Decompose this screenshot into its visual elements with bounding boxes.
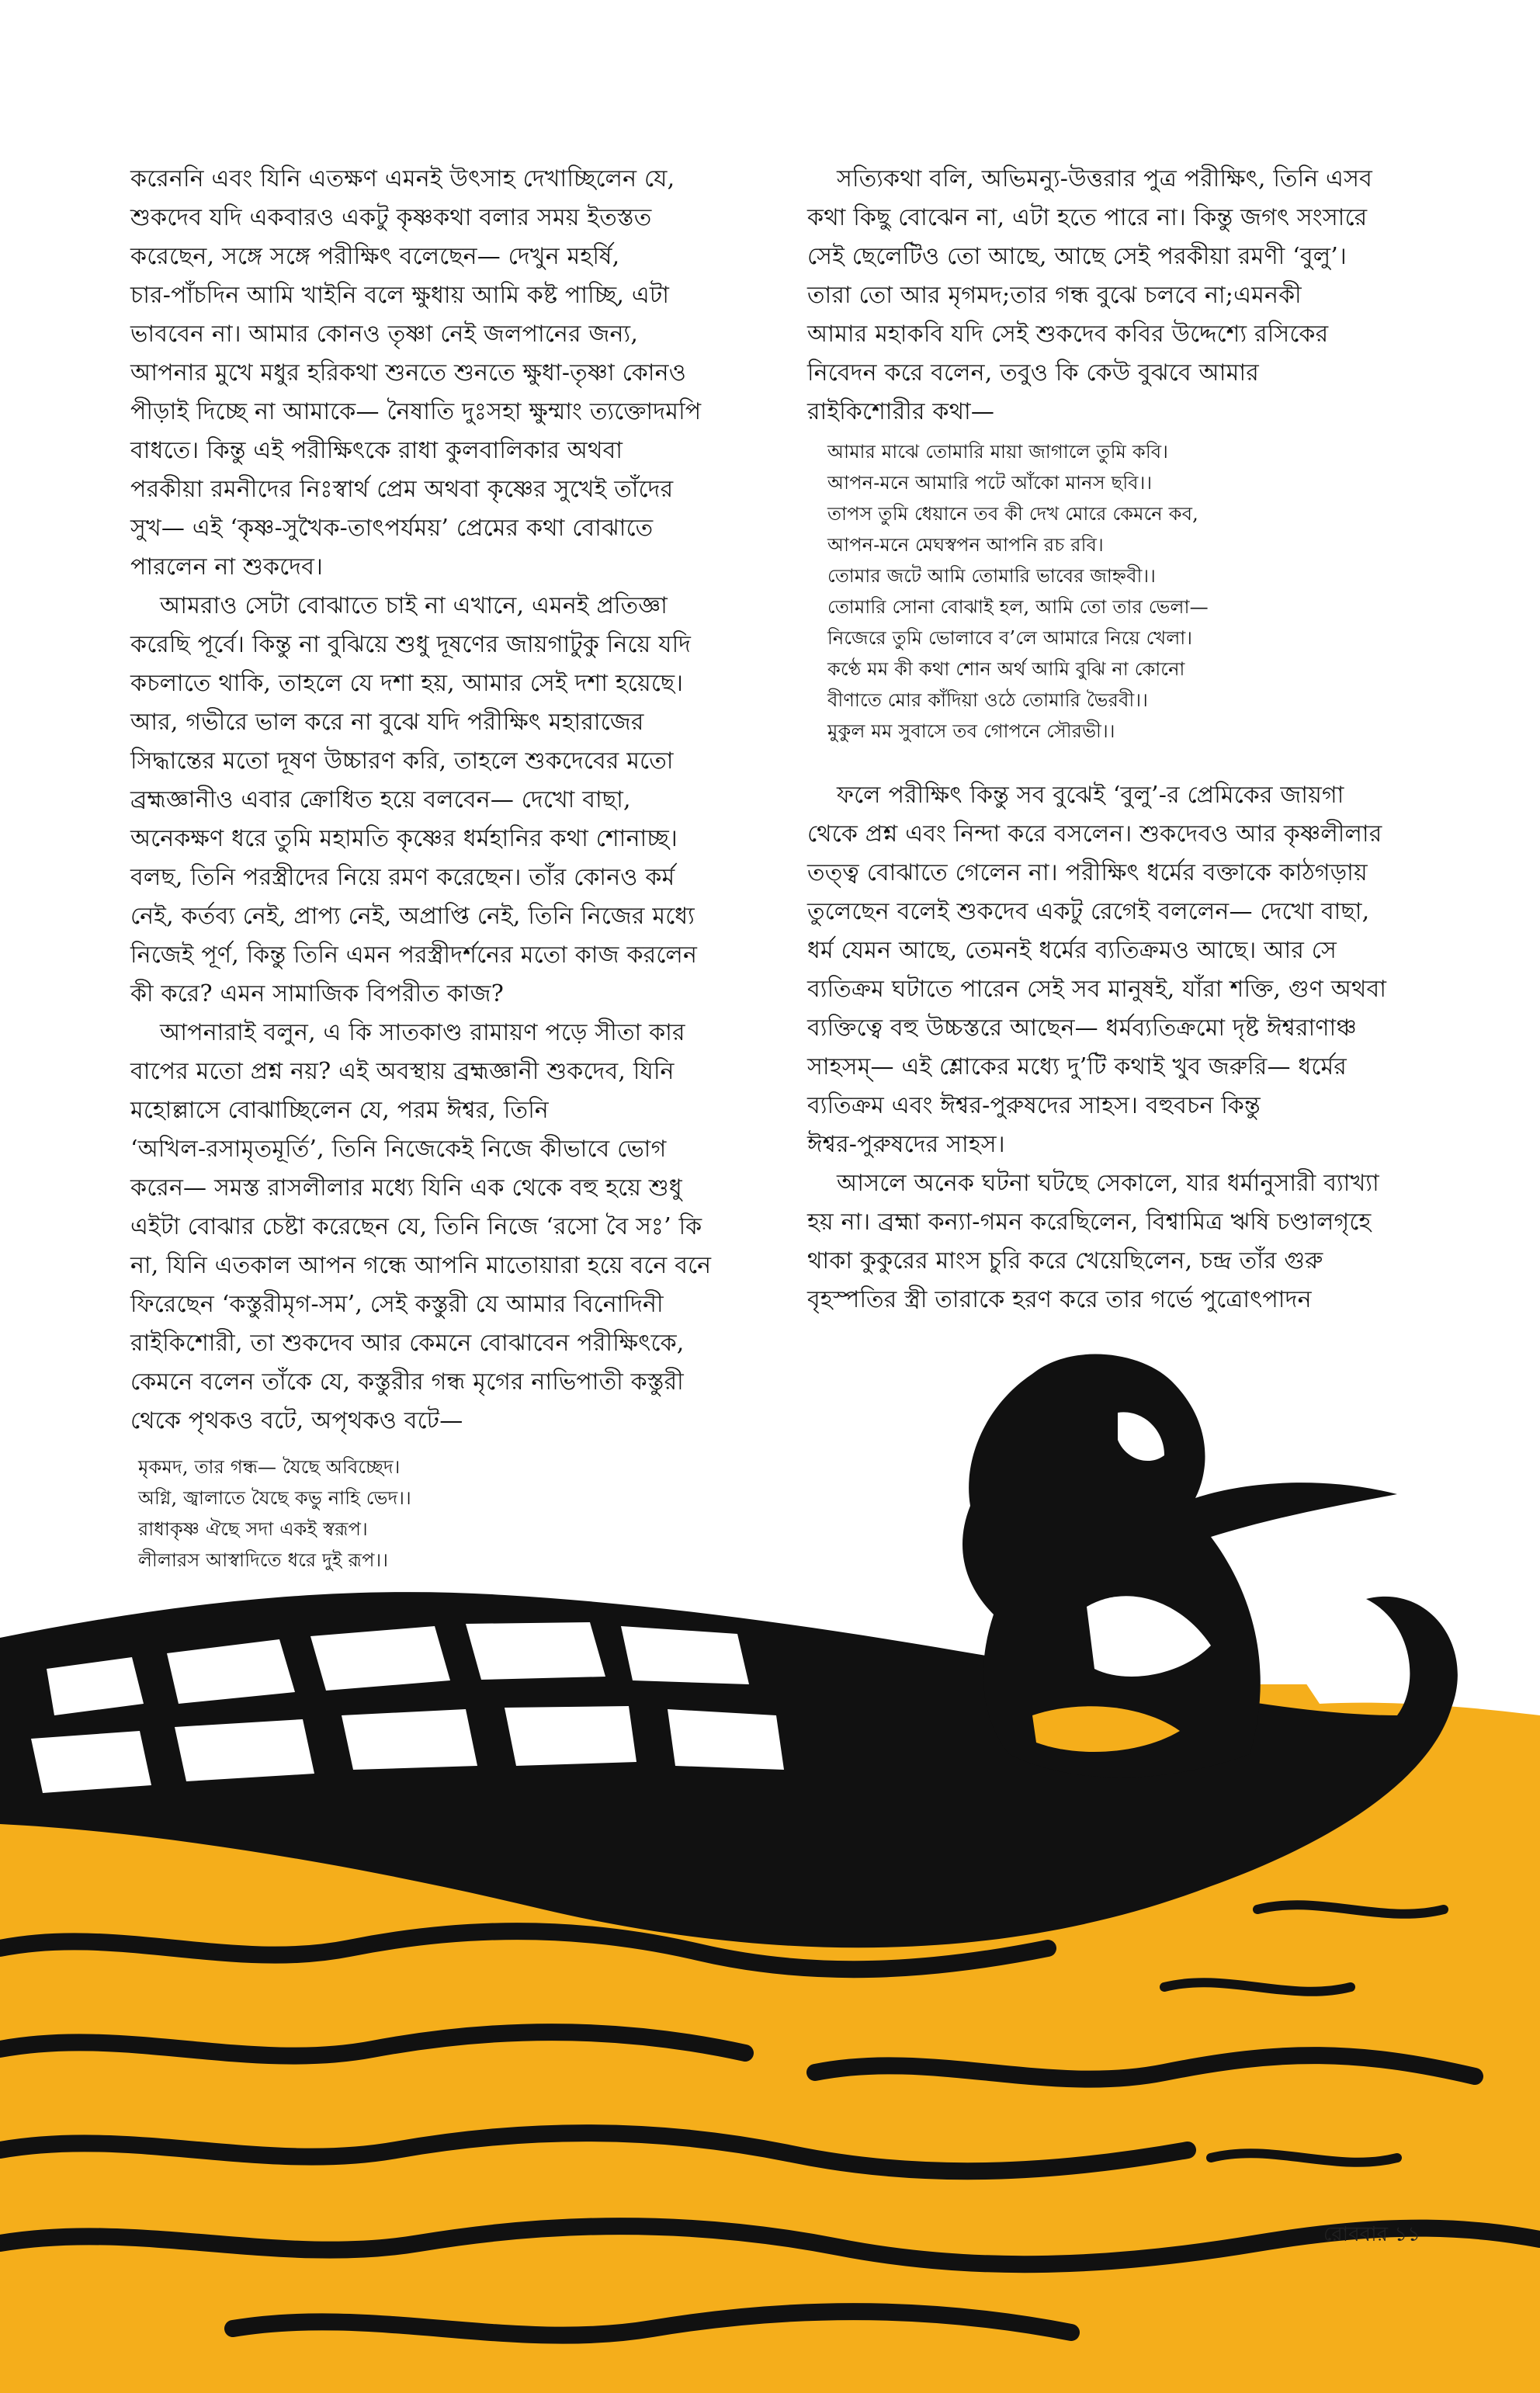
text-line: আর, গভীরে ভাল করে না বুঝে যদি পরীক্ষিৎ মহারাজের	[130, 709, 644, 736]
text-line: না, যিনি এতকাল আপন গন্ধে আপনি মাতোয়ারা হয়ে বনে বনে	[130, 1252, 712, 1279]
text-line: সত্যিকথা বলি, অভিমন্যু-উত্তরার পুত্র পরীক্ষিৎ, তিনি এসব	[837, 165, 1372, 192]
text-line: সুখ— এই ‘কৃষ্ণ-সুখৈক-তাৎপর্যময়’ প্রেমের কথা বোঝাতে	[130, 515, 654, 542]
sage-in-boat-illustration	[0, 1351, 1540, 2393]
poem-line: তাপস তুমি ধেয়ানে তব কী দেখ মোরে কেমনে কব,	[827, 503, 1198, 525]
text-line: ‘অখিল-রসামৃতমূর্তি’, তিনি নিজেকেই নিজে কীভাবে ভোগ	[130, 1136, 667, 1163]
text-line: নিজেই পূর্ণ, কিন্তু তিনি এমন পরস্ত্রীদর্শনের মতো কাজ করলেন	[130, 942, 698, 969]
poem-line: মুকুল মম সুবাসে তব গোপনে সৌরভী।।	[827, 720, 1115, 742]
poem-line: নিজেরে তুমি ভোলাবে ব’লে আমারে নিয়ে খেলা।	[827, 627, 1193, 649]
poem-line: রাধাকৃষ্ণ ঐছে সদা একই স্বরূপ।	[138, 1518, 368, 1540]
text-line: নিবেদন করে বলেন, তবুও কি কেউ বুঝবে আমার	[807, 359, 1259, 387]
text-line: করেছেন, সঙ্গে সঙ্গে পরীক্ষিৎ বলেছেন— দেখুন মহর্ষি,	[130, 243, 620, 270]
text-line: ব্যক্তিত্বে বহু উচ্চস্তরে আছেন— ধর্মব্যতিক্রমো দৃষ্ট ঈশ্বরাণাঞ্চ	[807, 1014, 1357, 1042]
text-line: ব্যতিক্রম এবং ঈশ্বর-পুরুষদের সাহস। বহুবচন কিন্তু	[807, 1092, 1261, 1119]
text-line: চার-পাঁচদিন আমি খাইনি বলে ক্ষুধায় আমি কষ্ট পাচ্ছি, এটা	[130, 282, 670, 309]
text-line: আমার মহাকবি যদি সেই শুকদেব কবির উদ্দেশ্যে রসিকের	[807, 321, 1329, 348]
text-line: মহোল্লাসে বোঝাচ্ছিলেন যে, পরম ঈশ্বর, তিনি	[130, 1097, 549, 1124]
right-column-text-a	[807, 160, 1399, 432]
text-line: আপনারাই বলুন, এ কি সাতকাণ্ড রামায়ণ পড়ে সীতা কার	[160, 1019, 685, 1046]
poem-line: মৃকমদ, তার গন্ধ— যৈছে অবিচ্ছেদ।	[138, 1456, 401, 1478]
text-line: আসলে অনেক ঘটনা ঘটছে সেকালে, যার ধর্মানুসারী ব্যাখ্যা	[837, 1170, 1379, 1197]
text-line: সাহসম্— এই শ্লোকের মধ্যে দু’টি কথাই খুব জরুরি— ধর্মের	[807, 1053, 1348, 1080]
text-line: অনেকক্ষণ ধরে তুমি মহামতি কৃষ্ণের ধর্মহানির কথা শোনাচ্ছ।	[130, 825, 678, 852]
text-line: আমরাও সেটা বোঝাতে চাই না এখানে, এমনই প্রতিজ্ঞা	[160, 592, 668, 619]
text-line: ভাববেন না। আমার কোনও তৃষ্ণা নেই জলপানের জন্য,	[130, 321, 639, 348]
poem-line: অগ্নি, জ্বালাতে যৈছে কভু নাহি ভেদ।।	[138, 1487, 411, 1509]
right-column	[807, 160, 1399, 1320]
text-line: সেই ছেলেটিও তো আছে, আছে সেই পরকীয়া রমণী ‘বুলু’।	[807, 243, 1347, 270]
text-line: রাইকিশোরী, তা শুকদেব আর কেমনে বোঝাবেন পরীক্ষিৎকে,	[130, 1330, 685, 1357]
text-line: কথা কিছু বোঝেন না, এটা হতে পারে না। কিন্তু জগৎ সংসারে	[807, 204, 1368, 231]
text-line: কী করে? এমন সামাজিক বিপরীত কাজ?	[130, 980, 505, 1007]
poem-line: তোমার জটে আমি তোমারি ভাবের জাহ্নবী।।	[827, 565, 1157, 587]
text-line: বাপের মতো প্রশ্ন নয়? এই অবস্থায় ব্রহ্মজ্ঞানী শুকদেব, যিনি	[130, 1058, 675, 1085]
text-line: কেমনে বলেন তাঁকে যে, কস্তুরীর গন্ধ মৃগের নাভিপাতী কস্তুরী	[130, 1368, 684, 1396]
poem-line: লীলারস আস্বাদিতে ধরে দুই রূপ।।	[138, 1549, 389, 1571]
text-line: বৃহস্পতির স্ত্রী তারাকে হরণ করে তার গর্ভে পুত্রোৎপাদন	[807, 1286, 1312, 1313]
right-poem	[807, 436, 1399, 747]
poem-line: বীণাতে মোর কাঁদিয়া ওঠে তোমারি ভৈরবী।।	[827, 689, 1149, 711]
text-line: থেকে প্রশ্ন এবং নিন্দা করে বসলেন। শুকদেবও আর কৃষ্ণলীলার	[807, 820, 1382, 848]
text-line: নেই, কর্তব্য নেই, প্রাপ্য নেই, অপ্রাপ্তি নেই, তিনি নিজের মধ্যে	[130, 903, 695, 930]
text-line: ব্যতিক্রম ঘটাতে পারেন সেই সব মানুষই, যাঁরা শক্তি, গুণ অথবা	[807, 976, 1387, 1003]
text-line: ফলে পরীক্ষিৎ কিন্তু সব বুঝেই ‘বুলু’-র প্রেমিকের জায়গা	[837, 782, 1344, 809]
text-line: বাধতে। কিন্তু এই পরীক্ষিৎকে রাধা কুলবালিকার অথবা	[130, 437, 623, 464]
text-line: এইটা বোঝার চেষ্টা করেছেন যে, তিনি নিজে ‘রসো বৈ সঃ’ কি	[130, 1213, 702, 1240]
text-line: সিদ্ধান্তের মতো দূষণ উচ্চারণ করি, তাহলে শুকদেবের মতো	[130, 747, 674, 775]
text-line: করেছি পূর্বে। কিন্তু না বুঝিয়ে শুধু দূষণের জায়গাটুকু নিয়ে যদি	[130, 631, 692, 658]
poem-line: আপন-মনে আমারি পটে আঁকো মানস ছবি।।	[827, 472, 1153, 494]
poem-line: আমার মাঝে তোমারি মায়া জাগালে তুমি কবি।	[827, 441, 1169, 463]
text-line: তারা তো আর মৃগমদ;তার গন্ধ বুঝে চলবে না;এমনকী	[807, 282, 1302, 309]
text-line: ফিরেছেন ‘কস্তুরীমৃগ-সম’, সেই কস্তুরী যে আমার বিনোদিনী	[130, 1291, 664, 1318]
text-line: বলছ, তিনি পরস্ত্রীদের নিয়ে রমণ করেছেন। তাঁর কোনও কর্ম	[130, 864, 675, 891]
text-line: করেন— সমস্ত রাসলীলার মধ্যে যিনি এক থেকে বহু হয়ে শুধু	[130, 1174, 682, 1202]
text-line: আপনার মুখে মধুর হরিকথা শুনতে শুনতে ক্ষুধা-তৃষ্ণা কোনও	[130, 359, 687, 387]
text-line: পরকীয়া রমনীদের নিঃস্বার্থ প্রেম অথবা কৃষ্ণের সুখেই তাঁদের	[130, 476, 674, 503]
text-line: কচলাতে থাকি, তাহলে যে দশা হয়, আমার সেই দশা হয়েছে।	[130, 670, 684, 697]
poem-line: আপন-মনে মেঘস্বপন আপনি রচ রবি।	[827, 534, 1104, 556]
text-line: পীড়াই দিচ্ছে না আমাকে— নৈষাতি দুঃসহা ক্ষুম্মাং ত্যক্তোদমপি	[130, 398, 702, 425]
text-line: ধর্ম যেমন আছে, তেমনই ধর্মের ব্যতিক্রমও আছে। আর সে	[807, 937, 1337, 964]
text-line: তত্ত্ব বোঝাতে গেলেন না। পরীক্ষিৎ ধর্মের বক্তাকে কাঠগড়ায়	[807, 859, 1368, 886]
text-line: পারলেন না শুকদেব।	[130, 553, 324, 581]
text-line: রাইকিশোরীর কথা—	[807, 398, 995, 425]
text-line: ব্রহ্মজ্ঞানীও এবার ক্রোধিত হয়ে বলবেন— দেখো বাছা,	[130, 786, 631, 813]
poem-line: কণ্ঠে মম কী কথা শোন অর্থ আমি বুঝি না কোনো	[827, 658, 1185, 680]
text-line: হয় না। ব্রহ্মা কন্যা-গমন করেছিলেন, বিশ্বামিত্র ঋষি চণ্ডালগৃহে	[807, 1209, 1372, 1236]
text-line: করেননি এবং যিনি এতক্ষণ এমনই উৎসাহ দেখাচ্ছিলেন যে,	[130, 165, 675, 192]
text-line: থাকা কুকুরের মাংস চুরি করে খেয়েছিলেন, চন্দ্র তাঁর গুরু	[807, 1247, 1323, 1275]
left-column-text	[130, 160, 722, 1441]
text-line: ঈশ্বর-পুরুষদের সাহস।	[807, 1131, 1005, 1158]
text-line: তুলেছেন বলেই শুকদেব একটু রেগেই বললেন— দেখো বাছা,	[807, 898, 1370, 925]
text-line: থেকে পৃথকও বটে, অপৃথকও বটে—	[130, 1407, 463, 1434]
poem-line: তোমারি সোনা বোঝাই হল, আমি তো তার ভেলা—	[827, 596, 1209, 618]
right-column-text-b	[807, 776, 1399, 1320]
page-footer: রোববার ১১	[1323, 2223, 1420, 2246]
text-line: শুকদেব যদি একবারও একটু কৃষ্ণকথা বলার সময় ইতস্তত	[130, 204, 652, 231]
